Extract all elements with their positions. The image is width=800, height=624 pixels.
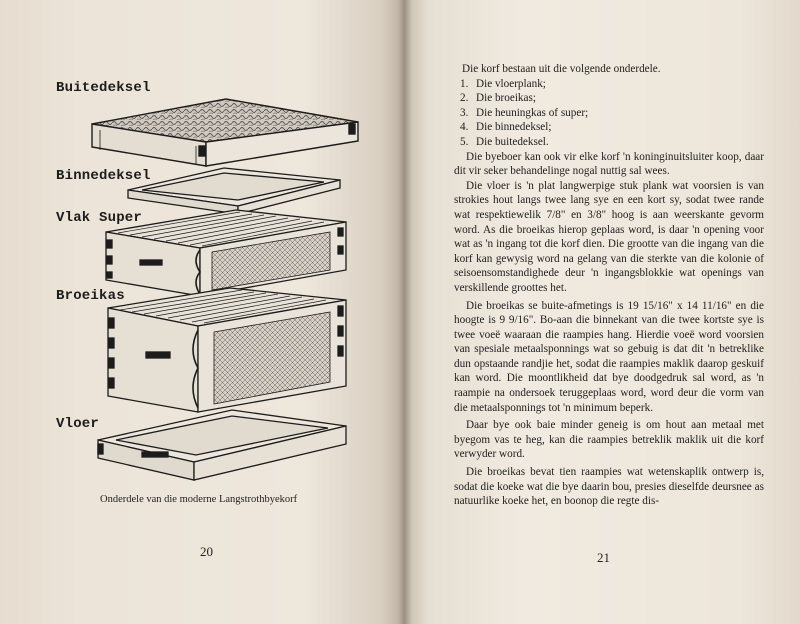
paragraph-floor: Die vloer is 'n plat langwerpige stuk plank wat voorsien is van strokies hout langs twee lang sye en een kort sy, sodat twee rande wat respektiewelik 7/8" en 3/8" hoog is aan weerskante gevorm word. As die broeikas hierop geplaas word, is daar 'n opening voor wat as 'n ingang tot die korf dien. Die grootte van die ingang van die korf kan gewysig word na gelang van die sterkte van die kolonie of seisoensomstandighede deur 'n ingangsblokkie wat openings van verskillende groottes het. — [454, 179, 764, 294]
list-item: 2. Die broeikas; — [460, 92, 536, 105]
brood-chamber-drawing — [108, 288, 346, 412]
paragraph-queen-excluder: Die byeboer kan ook vir elke korf 'n koninginuitsluiter koop, daar dit vir seker behandelinge nogal nuttig sal wees. — [454, 150, 764, 178]
book-gutter — [398, 0, 412, 624]
bottom-board-drawing — [98, 410, 346, 480]
intro-line: Die korf bestaan uit die volgende onderdele. — [462, 63, 661, 75]
figure-caption: Onderdele van die moderne Langstrothbyekorf — [100, 494, 298, 505]
label-vloer: Vloer — [56, 416, 100, 432]
label-broeikas: Broeikas — [56, 288, 125, 304]
paragraph-brood-dimensions: Die broeikas se buite-afmetings is 19 15/16" x 14 11/16" en die hoogte is 9 9/16". Bo-aan die binnekant van die twee kortste sye is twee voeë waaraan die raampies hang. Hierdie voeë word voorsien van spesiale metaalsponnings wat so gebuig is dat dit 'n betreklike dun opstaande randjie het, sodat die raampies maklik daarop geskuif kan word. Die moontlikheid dat bye doodgedruk sal word, as 'n raampie na ondersoek teruggeplaas word, word deur die vorm van die metaalsponnings tot 'n minimum beperk. — [454, 299, 764, 414]
page-number-right: 21 — [597, 550, 610, 565]
list-item: 4. Die binnedeksel; — [460, 121, 552, 134]
list-item: 3. Die heuningkas of super; — [460, 106, 589, 119]
body-text — [454, 62, 764, 509]
label-binnedeksel: Binnedeksel — [56, 168, 151, 184]
paragraph-ten-frames: Die broeikas bevat tien raampies wat wetenskaplik ontwerp is, sodat die koeke wat die bye daarin bou, presies dieselfde deursnee as natuurlike koeke het, en boonop die regte dis- — [454, 466, 764, 508]
inner-cover-drawing — [128, 168, 340, 214]
outer-cover-drawing — [92, 99, 358, 166]
label-buitedeksel: Buitedeksel — [56, 80, 151, 96]
paragraph-frames-removal: Daar bye ook baie minder geneig is om hout aan metaal met byegom vas te heg, kan die raampies betreklik maklik uit die korf verwyder word. — [454, 419, 764, 461]
parts-list — [454, 77, 764, 150]
label-vlak-super: Vlak Super — [56, 210, 143, 226]
page-number-left: 20 — [200, 544, 213, 559]
list-item: 5. Die buitedeksel. — [460, 135, 549, 148]
list-item: 1. Die vloerplank; — [460, 77, 546, 90]
